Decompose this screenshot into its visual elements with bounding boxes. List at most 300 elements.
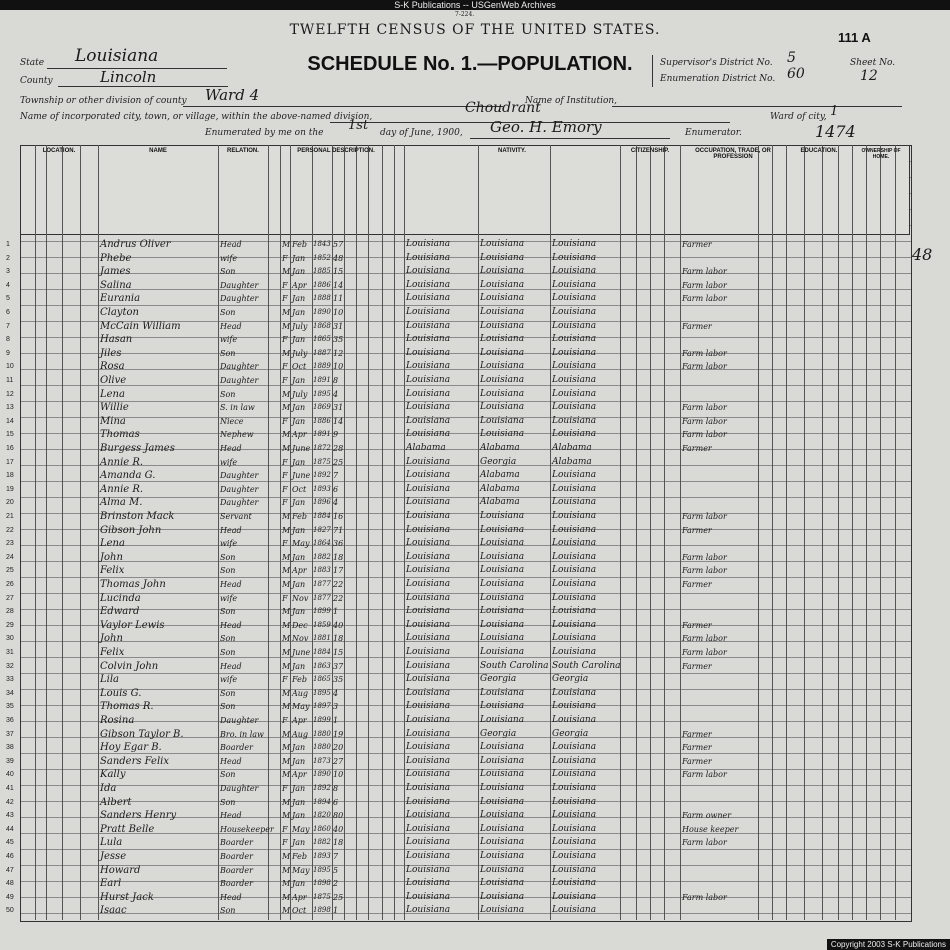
row-mon: May: [292, 824, 310, 834]
row-n: 9: [6, 349, 10, 357]
row-rel: Son: [220, 906, 236, 916]
row-fbp: Louisiana: [480, 334, 525, 345]
row-bp: Louisiana: [406, 402, 451, 413]
row-age: 40: [333, 620, 344, 630]
row-age: 80: [333, 811, 344, 821]
row-yr: 1885: [313, 267, 331, 276]
row-mbp: Louisiana: [552, 347, 597, 358]
row-fbp: Alabama: [480, 497, 520, 508]
row-mon: Jan: [292, 784, 306, 793]
row-bp: Louisiana: [406, 878, 451, 889]
row-n: 46: [6, 853, 14, 860]
row-yr: 1894: [313, 797, 331, 806]
day-value: 1st: [348, 118, 369, 133]
row-n: 42: [6, 798, 14, 806]
row-fbp: Louisiana: [480, 755, 525, 766]
row-rel: Daughter: [220, 362, 259, 372]
row-yr: 1882: [313, 838, 331, 847]
row-mbp: Louisiana: [552, 266, 597, 277]
row-fbp: Louisiana: [480, 252, 525, 263]
row-yr: 1892: [313, 784, 331, 792]
row-mbp: Louisiana: [552, 619, 597, 630]
row-n: 49: [6, 893, 14, 901]
row-sex: F: [282, 362, 288, 372]
row-fbp: Louisiana: [480, 279, 525, 290]
row-occ: Farm labor: [682, 294, 727, 304]
row-sex: F: [282, 416, 288, 426]
row-mbp: Louisiana: [552, 279, 597, 290]
census-title: TWELFTH CENSUS OF THE UNITED STATES.: [289, 22, 661, 38]
row-yr: 1865: [313, 675, 331, 684]
state-label: State: [20, 58, 45, 68]
heading-personal: PERSONAL DESCRIPTION.: [297, 148, 375, 154]
row-fbp: Louisiana: [480, 592, 525, 603]
row-name: Thomas John: [100, 579, 166, 590]
row-mon: Jan: [292, 661, 306, 671]
row-sex: M: [282, 444, 291, 453]
row-n: 36: [6, 717, 14, 724]
row-fbp: Louisiana: [480, 633, 525, 644]
row-sex: M: [282, 348, 291, 358]
ward-label: Ward of city,: [770, 112, 827, 122]
row-mon: Apr: [292, 892, 307, 902]
row-bp: Louisiana: [406, 361, 451, 372]
row-bp: Louisiana: [406, 470, 451, 481]
row-mon: May: [292, 865, 310, 875]
row-name: Howard: [100, 864, 141, 876]
row-name: Rosina: [100, 715, 135, 726]
row-n: 21: [6, 513, 14, 520]
enumeration-label: Enumeration District No.: [660, 74, 776, 84]
row-fbp: South Carolina: [480, 660, 549, 671]
row-sex: M: [282, 688, 291, 698]
row-mbp: Louisiana: [552, 524, 597, 535]
row-n: 31: [6, 649, 14, 656]
row-yr: 1884: [313, 648, 331, 656]
row-yr: 1884: [313, 512, 331, 520]
row-n: 24: [6, 553, 14, 561]
row-occ: Farmer: [682, 756, 712, 766]
row-bp: Louisiana: [406, 334, 451, 345]
row-bp: Louisiana: [406, 524, 451, 535]
row-n: 20: [6, 499, 14, 507]
row-mbp: Louisiana: [552, 334, 597, 345]
enumerator-label: Enumerator.: [685, 128, 742, 138]
row-mbp: Louisiana: [552, 823, 597, 834]
row-age: 40: [333, 824, 344, 834]
row-name: Lucinda: [100, 592, 141, 604]
row-n: 1: [6, 241, 10, 248]
row-fbp: Louisiana: [480, 878, 525, 889]
row-rel: Daughter: [220, 471, 259, 481]
row-sex: M: [282, 743, 291, 753]
row-bp: Louisiana: [406, 619, 451, 630]
row-rel: wife: [220, 675, 238, 685]
row-yr: 1882: [313, 552, 331, 561]
row-name: Hoy Egar B.: [100, 742, 162, 754]
row-fbp: Louisiana: [480, 361, 525, 372]
row-name: Isaac: [100, 905, 127, 917]
row-n: 43: [6, 812, 14, 820]
row-sex: M: [282, 906, 291, 916]
row-rel: Head: [220, 240, 242, 249]
row-age: 2: [333, 879, 339, 889]
row-name: Hurst Jack: [100, 891, 154, 903]
row-yr: 1886: [313, 416, 331, 425]
row-bp: Louisiana: [406, 851, 451, 861]
row-mbp: Louisiana: [552, 647, 597, 657]
row-mbp: Louisiana: [552, 565, 597, 576]
row-mbp: Louisiana: [552, 783, 597, 793]
row-name: Eurania: [100, 293, 141, 305]
row-sex: F: [282, 294, 288, 304]
institution-label: Name of Institution,: [525, 96, 618, 106]
row-bp: Alabama: [406, 443, 446, 453]
row-sex: M: [282, 566, 291, 576]
heading-nativity: NATIVITY.: [498, 148, 526, 154]
row-occ: Farmer: [682, 321, 712, 331]
row-name: Andrus Oliver: [100, 239, 171, 250]
row-bp: Louisiana: [406, 674, 451, 685]
row-bp: Louisiana: [406, 660, 451, 671]
schedule-title: SCHEDULE No. 1.—POPULATION.: [307, 53, 633, 75]
row-occ: House keeper: [682, 824, 739, 834]
row-mbp: Louisiana: [552, 415, 597, 426]
row-sex: F: [282, 824, 288, 834]
row-age: 10: [333, 770, 344, 780]
row-fbp: Louisiana: [480, 619, 525, 630]
row-sex: M: [282, 321, 291, 331]
row-age: 20: [333, 743, 344, 753]
row-age: 31: [333, 403, 344, 413]
row-rel: Head: [220, 892, 242, 902]
row-occ: Farm labor: [682, 634, 727, 644]
row-bp: Louisiana: [406, 715, 451, 725]
row-fbp: Louisiana: [480, 769, 525, 780]
row-mon: Apr: [292, 280, 307, 290]
row-age: 18: [333, 552, 344, 562]
row-age: 14: [333, 416, 344, 426]
row-n: 17: [6, 458, 14, 466]
row-bp: Louisiana: [406, 456, 451, 467]
row-n: 23: [6, 540, 14, 548]
row-name: Clayton: [100, 307, 139, 318]
heading-occupation: OCCUPATION, TRADE, OR PROFESSION: [695, 148, 771, 160]
row-age: 35: [333, 675, 344, 685]
row-n: 32: [6, 662, 14, 670]
row-occ: Farm labor: [682, 566, 727, 576]
row-yr: 1899: [313, 716, 331, 724]
row-name: Thomas R.: [100, 701, 154, 713]
row-occ: Farmer: [682, 444, 712, 453]
row-mbp: Louisiana: [552, 755, 597, 766]
row-fbp: Louisiana: [480, 647, 525, 657]
row-name: Salina: [100, 279, 132, 291]
row-fbp: Alabama: [480, 443, 520, 453]
town-value: Choudrant: [465, 100, 541, 116]
row-yr: 1895: [313, 688, 331, 697]
row-fbp: Louisiana: [480, 851, 525, 861]
row-sex: M: [282, 620, 291, 630]
row-yr: 1889: [313, 362, 331, 371]
row-mon: Jan: [292, 457, 306, 467]
row-name: Gibson Taylor B.: [100, 728, 184, 740]
row-name: Lila: [100, 674, 119, 686]
row-rel: Son: [220, 348, 236, 358]
row-fbp: Louisiana: [480, 687, 525, 698]
heading-location: LOCATION.: [42, 148, 76, 154]
row-rel: Son: [220, 688, 236, 698]
township-value: Ward 4: [205, 86, 260, 104]
row-n: 13: [6, 404, 14, 412]
row-mon: Apr: [292, 430, 307, 440]
row-bp: Louisiana: [406, 483, 451, 494]
row-sex: M: [282, 729, 291, 739]
row-yr: 1880: [313, 729, 331, 738]
row-age: 17: [333, 566, 344, 576]
row-occ: Farmer: [682, 525, 712, 535]
row-mon: Jan: [292, 253, 306, 263]
row-yr: 1872: [313, 444, 331, 452]
row-rel: Son: [220, 308, 236, 317]
row-mon: Jan: [292, 525, 306, 535]
row-yr: 1890: [313, 770, 331, 779]
row-rel: wife: [220, 253, 238, 263]
row-fbp: Louisiana: [480, 742, 525, 753]
row-yr: 1891: [313, 376, 331, 384]
row-name: Hasan: [100, 334, 133, 346]
row-bp: Louisiana: [406, 687, 451, 698]
row-name: Mina: [100, 415, 126, 427]
row-age: 9: [333, 430, 339, 440]
row-mon: Jan: [292, 416, 306, 426]
row-yr: 1863: [313, 661, 331, 670]
row-rel: Housekeeper: [220, 824, 274, 834]
row-mbp: Louisiana: [552, 592, 597, 603]
row-rel: wife: [220, 335, 238, 345]
row-occ: Farm labor: [682, 838, 727, 848]
row-mbp: Louisiana: [552, 402, 597, 413]
row-sex: F: [282, 498, 288, 508]
row-bp: Louisiana: [406, 388, 451, 399]
row-yr: 1881: [313, 634, 331, 643]
row-name: McCain William: [100, 320, 181, 332]
row-bp: Louisiana: [406, 891, 451, 902]
row-name: Lula: [100, 837, 123, 849]
row-bp: Louisiana: [406, 823, 451, 834]
row-fbp: Louisiana: [480, 579, 525, 589]
heading-education: EDUCATION.: [800, 148, 838, 154]
row-rel: Boarder: [220, 865, 253, 875]
row-mon: Nov: [292, 634, 309, 644]
row-mon: Feb: [292, 240, 307, 249]
row-bp: Louisiana: [406, 864, 451, 875]
row-age: 19: [333, 729, 344, 739]
page-total: 1474: [815, 122, 856, 141]
row-mbp: Louisiana: [552, 483, 597, 494]
row-age: 31: [333, 321, 344, 331]
row-bp: Louisiana: [406, 293, 451, 304]
row-age: 71: [333, 525, 344, 535]
row-yr: 1898: [313, 879, 331, 888]
row-age: 37: [333, 661, 344, 671]
side-mark: 48: [912, 245, 933, 264]
row-n: 45: [6, 839, 14, 847]
row-sex: M: [282, 308, 291, 317]
row-fbp: Louisiana: [480, 347, 525, 358]
row-mon: Jan: [292, 756, 306, 766]
row-yr: 1883: [313, 566, 331, 575]
row-n: 41: [6, 785, 14, 792]
row-name: Albert: [100, 796, 132, 808]
row-bp: Louisiana: [406, 592, 451, 603]
row-name: Rosa: [100, 361, 125, 373]
row-bp: Louisiana: [406, 810, 451, 821]
row-bp: Louisiana: [406, 538, 451, 549]
heading-name: NAME: [149, 148, 167, 154]
row-age: 12: [333, 348, 344, 358]
row-mon: Nov: [292, 593, 309, 603]
row-bp: Louisiana: [406, 728, 451, 739]
row-occ: Farm owner: [682, 811, 732, 821]
row-occ: Farmer: [682, 729, 712, 739]
row-mbp: Louisiana: [552, 293, 597, 304]
row-rel: Head: [220, 756, 242, 766]
row-mon: Feb: [292, 512, 307, 521]
row-age: 3: [333, 702, 339, 712]
row-name: Ida: [100, 783, 117, 794]
row-name: Colvin John: [100, 660, 159, 672]
row-sex: M: [282, 634, 291, 644]
row-fbp: Louisiana: [480, 239, 525, 249]
row-age: 18: [333, 634, 344, 644]
row-sex: M: [282, 240, 291, 249]
row-sex: M: [282, 552, 291, 562]
row-mon: Oct: [292, 906, 307, 916]
row-fbp: Louisiana: [480, 837, 525, 848]
row-rel: Son: [220, 648, 236, 657]
row-mbp: Louisiana: [552, 511, 597, 521]
row-yr: 1899: [313, 607, 331, 616]
row-sex: M: [282, 525, 291, 535]
row-rel: Son: [220, 797, 236, 807]
enumerated-label: Enumerated by me on the: [205, 128, 324, 138]
row-occ: Farm labor: [682, 892, 727, 902]
row-fbp: Louisiana: [480, 891, 525, 902]
row-age: 7: [333, 471, 339, 481]
row-bp: Louisiana: [406, 606, 451, 617]
row-age: 22: [333, 580, 344, 589]
county-label: County: [20, 76, 53, 86]
row-rel: Head: [220, 661, 242, 671]
row-fbp: Georgia: [480, 456, 517, 467]
sheet-value: 12: [860, 68, 878, 84]
row-fbp: Georgia: [480, 728, 517, 739]
row-sex: M: [282, 648, 291, 657]
row-occ: Farmer: [682, 743, 712, 753]
row-sex: M: [282, 770, 291, 780]
day-of-label: day of June, 1900,: [380, 128, 463, 138]
row-mbp: Louisiana: [552, 388, 597, 399]
row-n: 33: [6, 676, 14, 684]
row-bp: Louisiana: [406, 905, 451, 916]
row-fbp: Alabama: [480, 470, 520, 481]
row-n: 47: [6, 866, 14, 874]
row-bp: Louisiana: [406, 755, 451, 766]
row-bp: Louisiana: [406, 551, 451, 562]
row-occ: Farm labor: [682, 770, 727, 780]
row-n: 44: [6, 825, 14, 833]
row-rel: Niece: [220, 416, 244, 426]
row-fbp: Louisiana: [480, 905, 525, 916]
row-rel: Head: [220, 620, 242, 630]
row-yr: 1864: [313, 539, 331, 548]
row-name: Kally: [100, 769, 126, 781]
row-mon: Jan: [292, 580, 306, 589]
row-mbp: Louisiana: [552, 551, 597, 562]
row-n: 28: [6, 608, 14, 616]
row-yr: 1891: [313, 430, 331, 439]
heading-ownership: OWNERSHIP OF HOME.: [861, 148, 901, 160]
row-mon: Jan: [292, 498, 306, 508]
row-fbp: Louisiana: [480, 307, 525, 317]
row-name: Edward: [100, 606, 140, 618]
row-mbp: Georgia: [552, 728, 589, 739]
row-fbp: Louisiana: [480, 524, 525, 535]
row-n: 3: [6, 268, 10, 276]
row-rel: Daughter: [220, 376, 259, 385]
row-yr: 1888: [313, 294, 331, 303]
row-mbp: Louisiana: [552, 307, 597, 317]
row-mon: Jan: [292, 267, 306, 277]
row-mon: Aug: [292, 688, 309, 698]
row-rel: Daughter: [220, 716, 259, 725]
row-sex: M: [282, 811, 291, 821]
row-n: 38: [6, 744, 14, 752]
row-rel: Son: [220, 634, 236, 644]
row-yr: 1877: [313, 593, 331, 602]
row-yr: 1843: [313, 240, 331, 248]
row-bp: Louisiana: [406, 701, 451, 712]
row-n: 7: [6, 322, 10, 330]
row-age: 16: [333, 512, 344, 521]
row-fbp: Louisiana: [480, 783, 525, 793]
row-yr: 1869: [313, 403, 331, 412]
row-rel: Son: [220, 552, 236, 562]
row-mbp: Alabama: [552, 456, 592, 467]
row-mbp: Louisiana: [552, 361, 597, 372]
row-sex: F: [282, 253, 288, 263]
row-name: Willie: [100, 402, 129, 414]
row-bp: Louisiana: [406, 565, 451, 576]
row-name: Pratt Belle: [100, 823, 155, 835]
row-rel: Bro. in law: [220, 729, 264, 739]
row-mbp: South Carolina: [552, 660, 621, 671]
row-age: 15: [333, 648, 344, 657]
row-mbp: Louisiana: [552, 796, 597, 807]
row-bp: Louisiana: [406, 633, 451, 644]
heading-relation: RELATION.: [227, 148, 259, 154]
row-mon: Jan: [292, 376, 306, 385]
row-bp: Louisiana: [406, 320, 451, 331]
row-name: Jesse: [100, 851, 127, 862]
row-n: 2: [6, 254, 10, 262]
row-sex: F: [282, 376, 288, 385]
row-mon: Apr: [292, 770, 307, 780]
row-mbp: Louisiana: [552, 905, 597, 916]
row-bp: Louisiana: [406, 796, 451, 807]
row-name: Felix: [100, 647, 125, 658]
